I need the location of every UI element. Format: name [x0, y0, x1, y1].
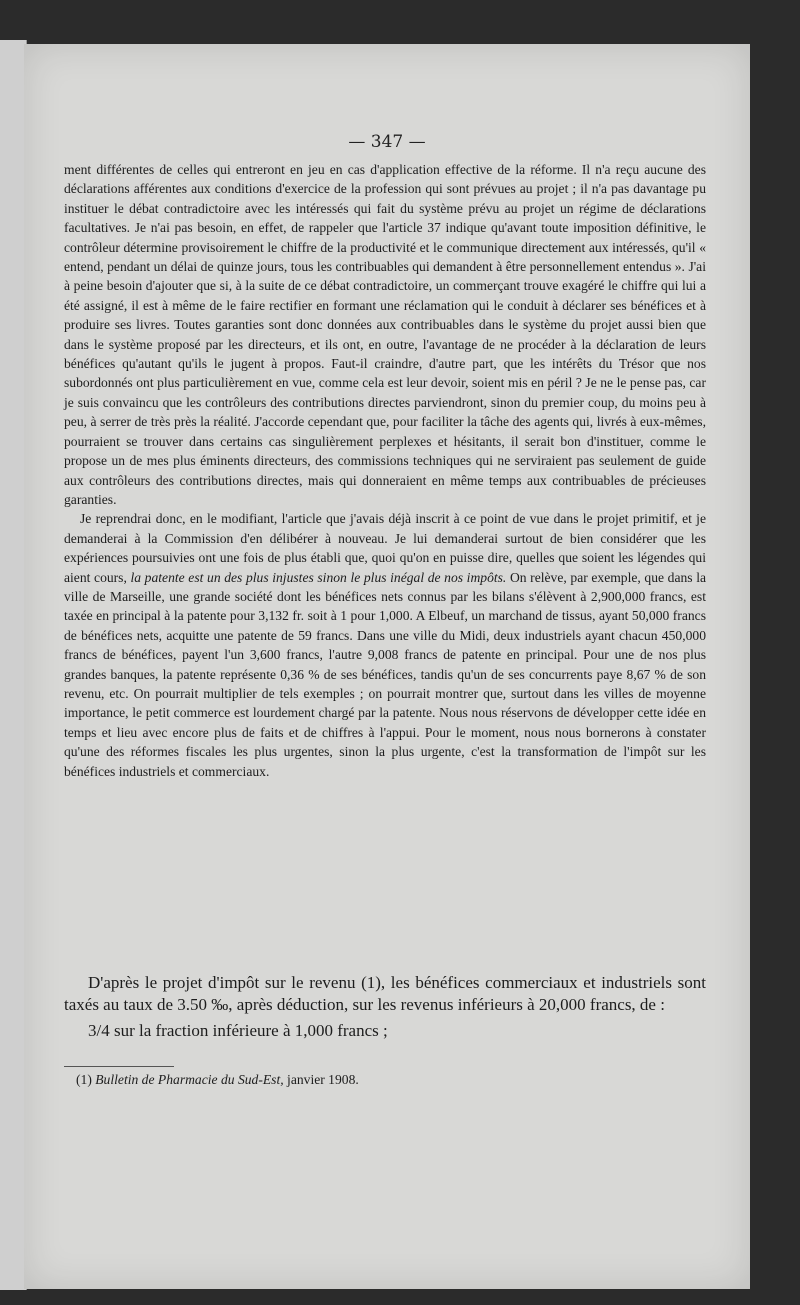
footnote-marker: (1) — [76, 1072, 96, 1087]
footnote-date: janvier 1908. — [283, 1072, 359, 1087]
page-number: — 347 — — [348, 132, 426, 152]
footnote — [76, 1072, 696, 1088]
paragraph-2 — [64, 509, 706, 781]
footnote-source: Bulletin de Pharmacie du Sud-Est, — [95, 1072, 284, 1087]
paragraph-1: ment différentes de celles qui entreront en jeu en cas d'application effective de la réforme. Il n'a reçu aucune des déclarations afférentes aux conditions d'exercice de la profession qui sont prévues au projet ; il n'a pas davantage pu instituer le débat contradictoire avec les intéressés qui fait du système prévu au projet un régime de déclarations facultatives. Je n'ai pas besoin, en effet, de rappeler que l'article 37 indique qu'avant toute imposition définitive, le contrôleur détermine provisoirement le chiffre de la productivité et le communique directement aux intéressés, qu'il « entend, pendant un délai de quinze jours, tous les contribuables qui demandent à être personnellement entendus ». J'ai à peine besoin d'ajouter que si, à la suite de ce débat contradictoire, un commerçant trouve exagéré le chiffre qui lui a été assigné, il est à même de le faire rectifier en formant une réclamation qui le conduit à déclarer ses bénéfices et à produire ses livres. Toutes garanties sont donc données aux contribuables dans le système du projet aussi bien que dans le système proposé par les directeurs, et ils ont, en outre, l'avantage de ne procéder à la déclaration de leurs bénéfices qu'autant qu'ils le jugent à propos. Faut-il craindre, d'autre part, que les intérêts du Trésor que nos subordonnés ont plus particulièrement en vue, comme cela est leur devoir, soient mis en péril ? Je ne le pense pas, car je suis convaincu que les contrôleurs des contributions directes parviendront, sinon du premier coup, du moins peu à peu, à serrer de très près la réalité. J'accorde cependant que, pour faciliter la tâche des agents qui, livrés à eux-mêmes, pourraient se trouver dans certains cas singulièrement perplexes et hésitants, il serait bon d'instituer, comme le propose un de mes plus éminents directeurs, des commissions techniques qui ne serviraient pas seulement de guide aux contrôleurs des contributions directes, mais qui donneraient en même temps aux contribuables de précieuses garanties. — [64, 162, 706, 507]
footnote-rule — [64, 1066, 174, 1067]
large-text — [64, 972, 706, 1042]
main-text — [64, 160, 706, 781]
paragraph-4: 3/4 sur la fraction inférieure à 1,000 francs ; — [88, 1021, 388, 1040]
paragraph-2-italic: la patente est un des plus injustes sinon le plus inégal de nos impôts. — [130, 569, 507, 585]
paragraph-2-start: Je reprendrai donc, en le modifiant, l'article que j'avais déjà inscrit à ce point de vue dans le projet primitif, et je demanderai à la Commission d'en délibérer à nouveau. Je lui demanderai surtout de bien considérer que les expériences poursuivies ont une fois de plus établi que, quoi qu'on en puisse dire, quelles que soient les légendes qui aient cours, — [64, 511, 706, 585]
paragraph-2-end: On relève, par exemple, que dans la ville de Marseille, une grande société dont les bénéfices nets connus par les bilans s'élèvent à 2,900,000 francs, est taxée en principal à la patente pour 3,132 fr. soit à 1 pour 1,000. A Elbeuf, un marchand de tissus, ayant 50,000 francs de bénéfices nets, acquitte une patente de 59 francs. Dans une ville du Midi, deux industriels ayant chacun 450,000 francs de bénéfices, payent l'un 3,600 francs, l'autre 9,008 francs de patente en principal. Pour une de nos plus grandes banques, la patente représente 0,36 % de ses bénéfices, tandis qu'un de ses concurrents paye 8,67 % de son revenu, etc. On pourrait multiplier de tels exemples ; on pourrait montrer que, surtout dans les villes de moyenne importance, le petit commerce est lourdement chargé par la patente. Nous nous réservons de développer cette idée en temps et lieu avec encore plus de faits et de chiffres à l'appui. Pour le moment, nous nous bornerons à constater qu'une des réformes fiscales les plus urgentes, sinon la plus urgente, c'est la transformation de l'impôt sur les bénéfices industriels et commerciaux. — [64, 569, 706, 779]
previous-page-edge — [0, 40, 27, 1290]
paragraph-3: D'après le projet d'impôt sur le revenu (1), les bénéfices commerciaux et industriels sont taxés au taux de 3.50 ‰, après déduction, sur les revenus inférieurs à 20,000 francs, de : — [64, 973, 706, 1014]
